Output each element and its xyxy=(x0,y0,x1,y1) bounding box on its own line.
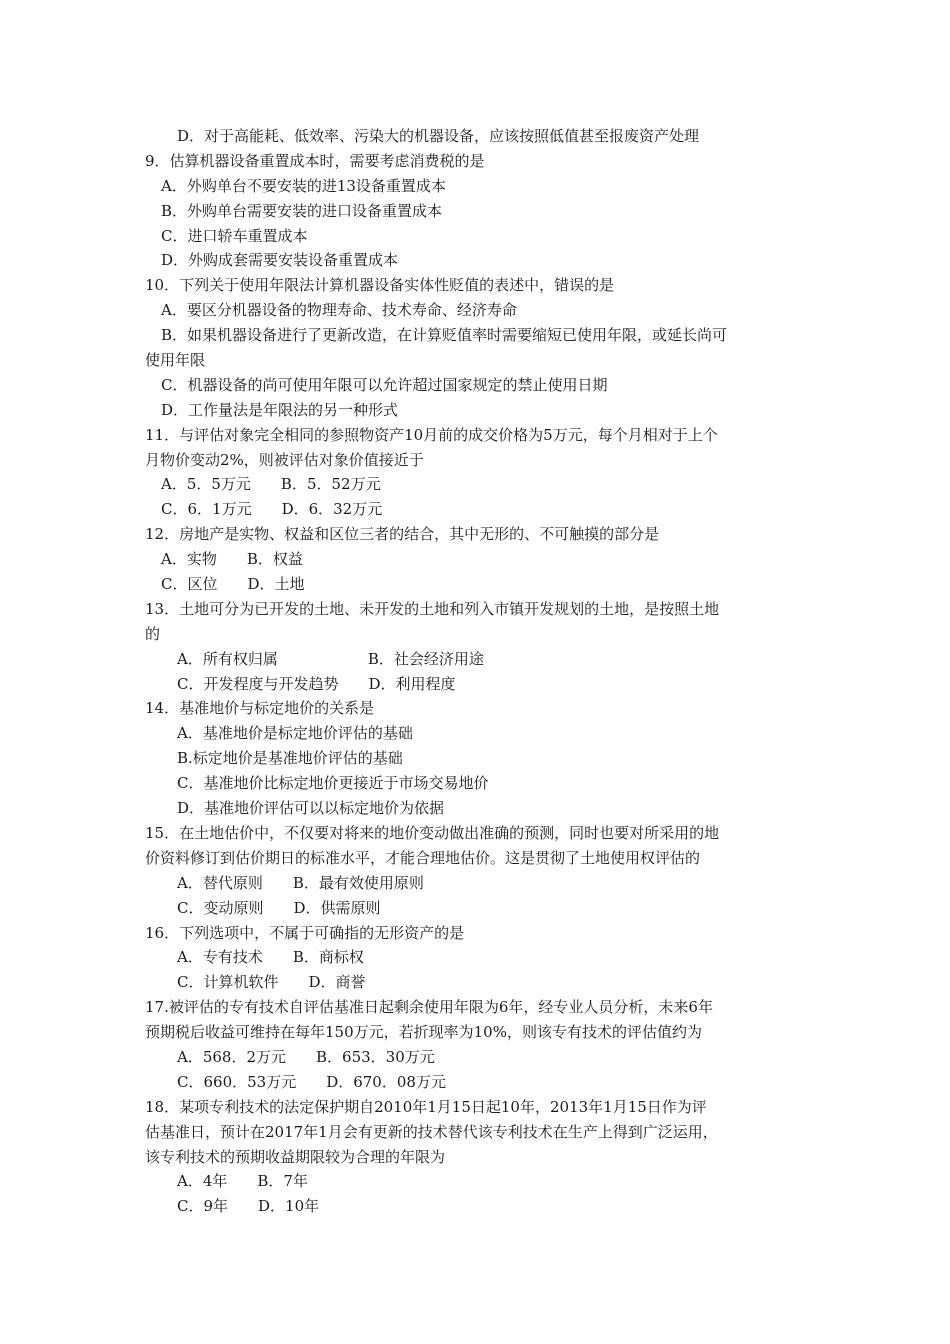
option-line: A．要区分机器设备的物理寿命、技术寿命、经济寿命 xyxy=(161,301,517,320)
option-line: A．5．5万元 B．5．52万元 xyxy=(161,475,381,494)
option-line: B.标定地价是基准地价评估的基础 xyxy=(177,749,403,768)
option-line: C．基准地价比标定地价更接近于市场交易地价 xyxy=(177,774,489,793)
text-line: 估基准日，预计在2017年1月会有更新的技术替代该专利技术在生产上得到广泛运用， xyxy=(145,1122,718,1141)
option-line: C．660．53万元 D．670．08万元 xyxy=(177,1072,446,1091)
option-line: C．进口轿车重置成本 xyxy=(161,226,308,245)
text-line: 月物价变动2%，则被评估对象价值接近于 xyxy=(145,450,424,469)
option-line: D．基准地价评估可以以标定地价为依据 xyxy=(177,799,445,818)
question-line: 9．估算机器设备重置成本时，需要考虑消费税的是 xyxy=(145,151,485,170)
option-line: A．替代原则 B．最有效使用原则 xyxy=(177,873,424,892)
option-line: A．实物 B．权益 xyxy=(161,550,303,569)
option-line: D．工作量法是年限法的另一种形式 xyxy=(161,400,399,419)
question-line: 17.被评估的专有技术自评估基准日起剩余使用年限为6年，经专业人员分析，未来6年 xyxy=(145,998,713,1017)
option-line: C．开发程度与开发趋势 D．利用程度 xyxy=(177,674,456,693)
option-line: A．专有技术 B．商标权 xyxy=(177,948,364,967)
option-line: C．6．1万元 D．6．32万元 xyxy=(161,500,383,519)
text-line: 该专利技术的预期收益期限较为合理的年限为 xyxy=(145,1147,446,1166)
option-line: C．变动原则 D．供需原则 xyxy=(177,898,381,917)
text-line: 的 xyxy=(145,624,161,643)
option-line: D．外购成套需要安装设备重置成本 xyxy=(161,251,399,270)
option-line: C．计算机软件 D．商誉 xyxy=(177,973,366,992)
question-line: 14．基准地价与标定地价的关系是 xyxy=(145,699,375,718)
question-line: 13．土地可分为已开发的土地、未开发的土地和列入市镇开发规划的土地，是按照土地 xyxy=(145,599,720,618)
question-line: 15．在土地估价中，不仅要对将来的地价变动做出准确的预测，同时也要对所采用的地 xyxy=(145,823,720,842)
question-line: 12．房地产是实物、权益和区位三者的结合，其中无形的、不可触摸的部分是 xyxy=(145,525,660,544)
question-line: 16．下列选项中，不属于可确指的无形资产的是 xyxy=(145,923,465,942)
option-line: B．外购单台需要安装的进口设备重置成本 xyxy=(161,201,443,220)
exam-questions-body xyxy=(145,124,810,1219)
option-line: C．机器设备的尚可使用年限可以允许超过国家规定的禁止使用日期 xyxy=(161,375,608,394)
text-line: 使用年限 xyxy=(145,351,206,370)
option-line: A．所有权归属 B．社会经济用途 xyxy=(177,649,484,668)
option-line: A．基准地价是标定地价评估的基础 xyxy=(177,724,413,743)
text-line: 价资料修订到估价期日的标准水平，才能合理地估价。这是贯彻了土地使用权评估的 xyxy=(145,848,701,867)
option-line: D．对于高能耗、低效率、污染大的机器设备，应该按照低值甚至报废资产处理 xyxy=(177,127,700,145)
option-line: A．568．2万元 B．653．30万元 xyxy=(177,1047,435,1066)
question-line: 10．下列关于使用年限法计算机器设备实体性贬值的表述中，错误的是 xyxy=(145,276,615,295)
option-line: C．区位 D．土地 xyxy=(161,575,305,594)
question-line: 11．与评估对象完全相同的参照物资产10月前的成交价格为5万元，每个月相对于上个 xyxy=(145,425,718,444)
option-line: A．外购单台不要安装的进13设备重置成本 xyxy=(161,176,446,195)
option-line: A．4年 B．7年 xyxy=(177,1172,308,1191)
option-line: B．如果机器设备进行了更新改造，在计算贬值率时需要缩短已使用年限，或延长尚可 xyxy=(161,326,728,345)
question-line: 18．某项专利技术的法定保护期自2010年1月15日起10年，2013年1月15日作为评 xyxy=(145,1097,707,1116)
option-line: C．9年 D．10年 xyxy=(177,1197,320,1216)
text-line: 预期税后收益可维持在每年150万元，若折现率为10%，则该专有技术的评估值约为 xyxy=(145,1023,702,1042)
